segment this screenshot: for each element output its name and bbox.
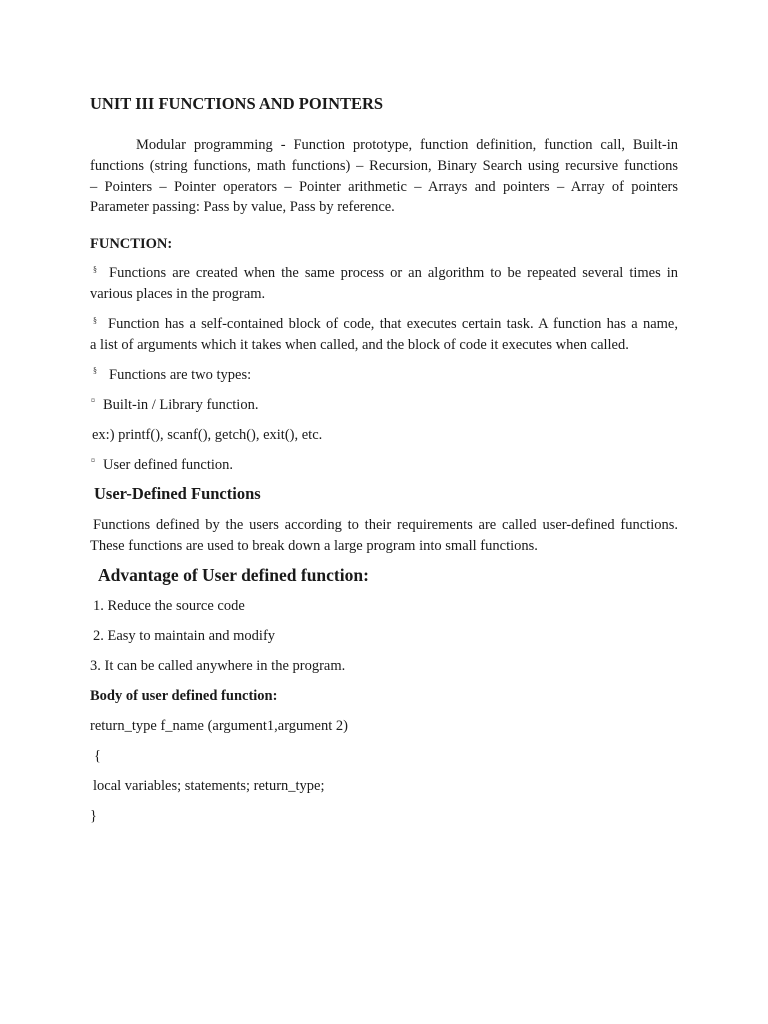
udf-heading: User-Defined Functions bbox=[94, 484, 261, 503]
bullet-line: a list of arguments which it takes when called, and the block of code it executes when called. bbox=[90, 336, 629, 353]
udf-paragraph bbox=[90, 515, 678, 557]
advantage-heading: Advantage of User defined function: bbox=[98, 565, 369, 585]
section-bullet-icon: § bbox=[93, 316, 97, 325]
code-line: local variables; statements; return_type; bbox=[93, 778, 325, 794]
function-heading: FUNCTION: bbox=[90, 236, 173, 252]
bullet-line: Functions are created when the same process or an algorithm to be repeated several times in bbox=[109, 265, 678, 281]
section-bullet-icon: § bbox=[93, 265, 97, 274]
example-text: ex:) printf(), scanf(), getch(), exit(), etc. bbox=[92, 427, 323, 443]
advantage-item: 1. Reduce the source code bbox=[93, 598, 245, 614]
intro-paragraph bbox=[90, 135, 678, 218]
udf-line: These functions are used to break down a large program into small functions. bbox=[90, 537, 538, 554]
sub-bullet-text: Built-in / Library function. bbox=[103, 397, 259, 413]
sub-bullet-icon: ¤ bbox=[91, 396, 95, 405]
bullet-paragraph bbox=[90, 314, 678, 356]
bullet-text: Functions are two types: bbox=[109, 367, 252, 383]
bullet-paragraph bbox=[90, 263, 678, 305]
sub-bullet-text: User defined function. bbox=[103, 457, 234, 473]
bullet-line: Function has a self-contained block of code, that executes certain task. A function has a name, bbox=[108, 316, 678, 332]
intro-line: Parameter passing: Pass by value, Pass by reference. bbox=[90, 199, 395, 216]
code-line: return_type f_name (argument1,argument 2) bbox=[90, 718, 348, 734]
intro-line: Modular programming - Function prototype, function definition, function call, Built-in bbox=[136, 137, 678, 153]
advantage-item: 2. Easy to maintain and modify bbox=[93, 628, 276, 644]
bullet-line: various places in the program. bbox=[90, 285, 266, 302]
body-heading: Body of user defined function: bbox=[90, 688, 278, 704]
sub-bullet-icon: ¤ bbox=[91, 456, 95, 465]
advantage-item: 3. It can be called anywhere in the program. bbox=[90, 658, 346, 674]
code-line: } bbox=[90, 808, 97, 824]
code-line: { bbox=[94, 748, 101, 764]
udf-line: Functions defined by the users according to their requirements are called user-defined functions. bbox=[93, 517, 678, 533]
unit-title: UNIT III FUNCTIONS AND POINTERS bbox=[90, 94, 384, 113]
section-bullet-icon: § bbox=[93, 366, 97, 375]
intro-line: – Pointers – Pointer operators – Pointer arithmetic – Arrays and pointers – Array of pointers bbox=[90, 178, 678, 195]
intro-line: functions (string functions, math functions) – Recursion, Binary Search using recursive functions bbox=[90, 157, 678, 174]
